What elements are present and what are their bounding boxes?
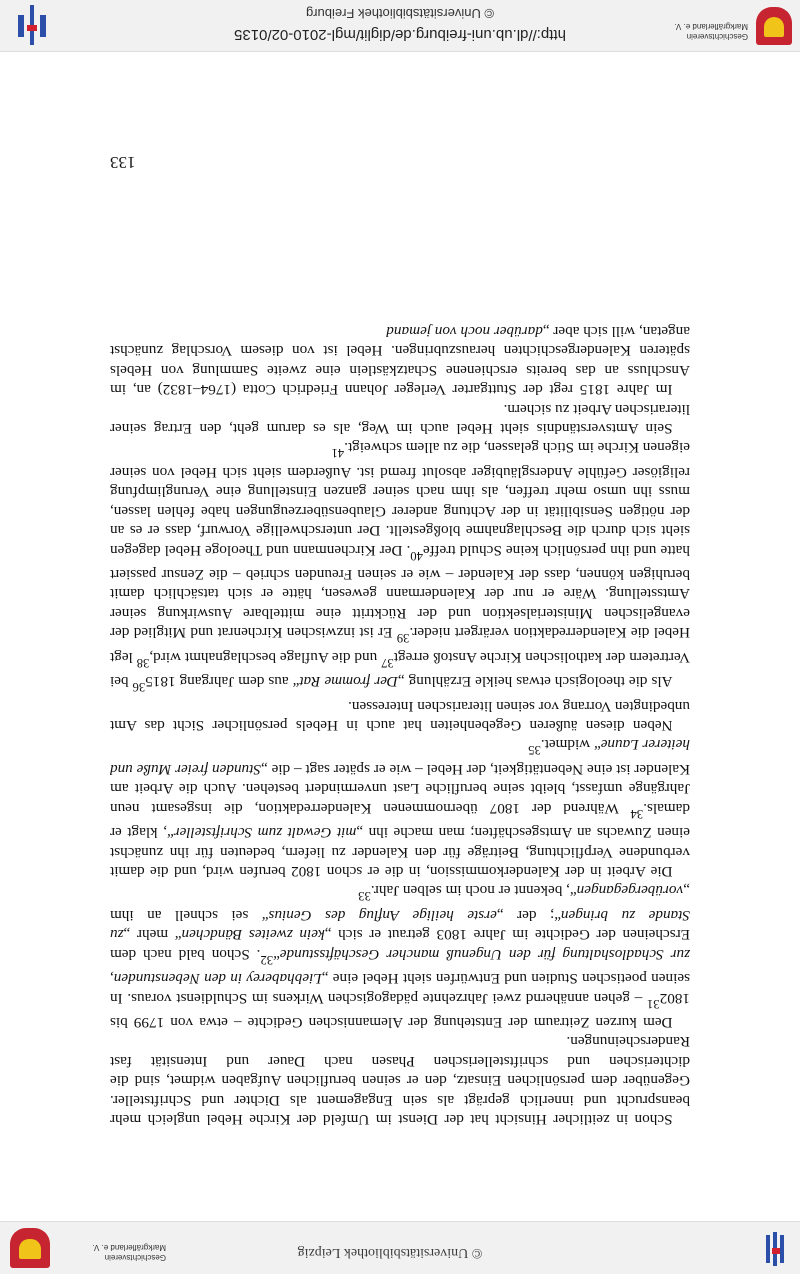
institution-credit: © Universitätsbibliothek Freiburg [305, 6, 495, 21]
bottom-bar [0, 0, 800, 52]
paragraph: Im Jahre 1815 regt der Stuttgarter Verleger Johann Friedrich Cotta (1764–1832) an, im Anschluss an das bereits erschienene Schatzkästlein eine zweite Sammlung von Hebels späteren Kalendergeschichten herauszubringen. Hebel ist von diesem Vorschlag zunächst angetan, will sich aber „darüber noch von jemand [110, 322, 690, 399]
paragraph: Neben diesen äußeren Gegebenheiten hat auch in Hebels persönlicher Sicht das Amt unbedingten Vorrang vor seinen literarischen Interessen. [110, 697, 690, 734]
society-name: Geschichtsverein Markgräflerland e. V. [92, 1243, 166, 1262]
crest-icon [10, 1228, 50, 1268]
paragraph: Als die theologisch etwas heikle Erzählung „Der fromme Rat“ aus dem Jahrgang 1815$^{36}$ bei Vertretern der katholischen Kirche Anstoß erregt$^{37}$ und die Auflage beschlagnahmt wird,$^{38}$ legt Hebel die Kalenderredaktion verärgert nieder.$^{39}$ Er ist inzwischen Kirchenrat und Mitglied der evangelischen Ministerialsektion und der Rücktritt eine mittelbare Auswirkung seiner Amtsstellung. Wäre er nur der Kalendermann gewesen, hätte er sich tatsächlich damit beruhigen können, dass der Kalender – wie er seinen Freunden schrieb – die Zensur passiert hatte und ihn persönlich keine Schuld treffe$^{40}$. Der Kirchenmann und Theologe Hebel dagegen sieht sich durch die Beschlagnahme bloßgestellt. Der unterschwellige Vorwurf, dass er es an der nötigen Sensibilität in der Achtung anderer Glaubensüberzeugungen habe fehlen lassen, muss ihn umso mehr treffen, als ihm nach seiner ganzen Einstellung eine Verunglimpfung religiöser Gefühle Andersgläubiger absolut fremd ist. Außerdem sieht sich Hebel von seiner eigenen Kirche im Stich gelassen, die zu allem schweigt.$^{41}$ [109, 439, 690, 695]
permalink-url[interactable]: http://dl.ub.uni-freiburg.de/diglit/mgl-2010-02/0135 [234, 26, 566, 43]
paragraph: Sein Amtsverständnis sieht Hebel auch im Weg, als es darum geht, den Ertrag seiner literarischen Arbeit zu sichern. [110, 400, 690, 437]
paragraph: Dem kurzen Zeitraum der Entstehung der Alemannischen Gedichte – etwa von 1799 bis 1802$^{31}$ – gehen annähernd zwei Jahrzehnte pädagogischen Wirkens im Schuldienst voraus. In seinen poetischen Studien und Entwürfen sieht Hebel eine „Liebhaberey in den Nebenstunden, zur Schadloshaltung für den Ungenuß mancher Geschäftsstunde“$^{32}$. Schon bald nach dem Erscheinen der Gedichte im Jahre 1803 getraut er sich „kein zweites Bändchen“ mehr „zu Stande zu bringen“; der „erste heilige Anflug des Genius“ sei schnell an ihm „vorübergegangen“, bekennt er noch im selben Jahr.$^{33}$ [110, 882, 690, 1031]
source-credit: © Universitätsbibliothek Leipzig [297, 1245, 483, 1260]
paragraph: Die Arbeit in der Kalenderkommission, in die er schon 1802 berufen wird, und die damit verbundene Verpflichtung, Beiträge für den Kalender zu liefern, bedeuten für ihn zunächst einen Zuwachs an Amtsgeschäften; man mache ihn „mit Gewalt zum Schriftsteller“, klagt er damals.$^{34}$ Während der 1807 übernommenen Kalenderredaktion, die insgesamt neun Jahrgänge umfasst, bleibt seine berufliche Last unvermindert bestehen. Auch die Arbeit am Kalender ist eine Nebentätigkeit, der Hebel – wie er später sagt – die „Stunden freier Muße und heiterer Laune“ widmet.$^{35}$ [110, 736, 690, 880]
library-logo-icon [14, 5, 50, 45]
page-number: 133 [110, 153, 136, 172]
top-bar [0, 1221, 800, 1274]
article-body [110, 322, 690, 1129]
society-name: Geschichtsverein Markgräflerland e. V. [674, 22, 748, 41]
paragraph: Schon in zeitlicher Hinsicht hat der Dienst im Umfeld der Kirche Hebel ungleich mehr beansprucht und innerlich geprägt als sein Engagement als Dichter und Schriftsteller. Gegenüber dem persönlichen Einsatz, den er seinen beruflichen Aufgaben widmet, sind die dichterischen und schriftstellerischen Phasen nach Dauer und Intensität fast Randerscheinungen. [110, 1033, 690, 1128]
crest-icon [756, 7, 792, 45]
library-logo-icon [758, 1232, 792, 1266]
